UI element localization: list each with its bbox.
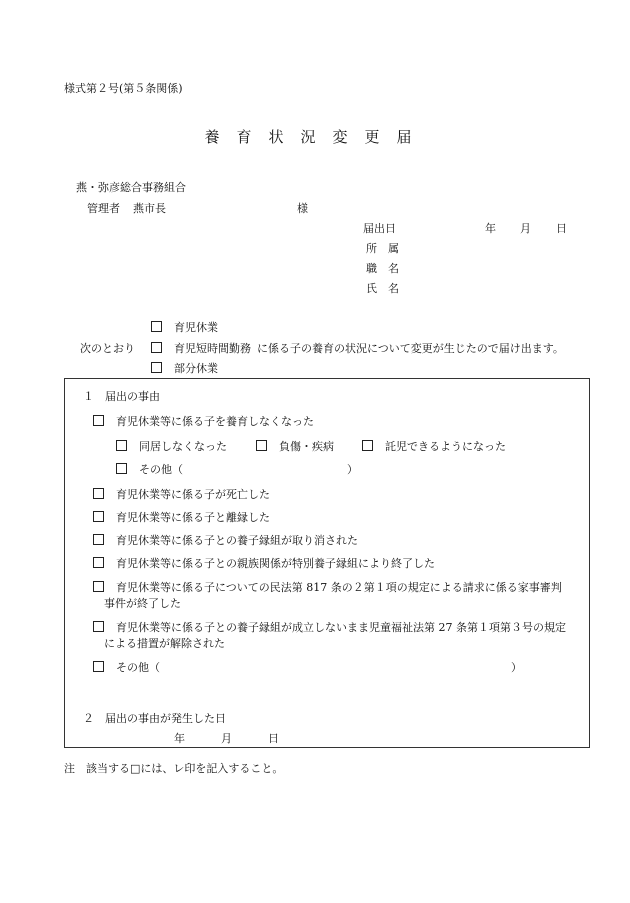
leave-option-label: 部分休業 (174, 362, 218, 375)
checkbox[interactable] (151, 342, 162, 353)
reason-label: 同居しなくなった (139, 440, 227, 453)
reason-label: 育児休業等に係る子との養子縁組が取り消された (116, 534, 358, 547)
reason-item-long (93, 621, 566, 635)
date-day: 日 (556, 222, 567, 235)
title-char: 変 (332, 128, 348, 146)
title-char: 状 (268, 128, 284, 146)
checkbox[interactable] (93, 557, 104, 568)
checkbox[interactable] (93, 488, 104, 499)
date-year: 年 (485, 222, 496, 235)
reason-label: 育児休業等に係る子と離縁した (116, 511, 270, 524)
checkbox[interactable] (151, 362, 162, 373)
reason-label: 育児休業等に係る子についての民法第 817 条の２第１項の規定による請求に係る家事審判 (116, 581, 562, 594)
reason-item-long (93, 581, 562, 595)
addressee-org: 燕・弥彦総合事務組合 (76, 181, 186, 194)
reason-item (93, 511, 270, 525)
checkbox[interactable] (116, 463, 127, 474)
checkbox[interactable] (362, 440, 373, 451)
sub-reason-injury (256, 440, 334, 454)
checkbox[interactable] (93, 581, 104, 592)
date-label: 届出日 (363, 222, 396, 235)
title-char: 育 (236, 128, 252, 146)
title-char: 更 (364, 128, 380, 146)
reason-other (93, 661, 160, 675)
leave-option-childcare (151, 321, 218, 335)
reason-other-close: ） (511, 661, 522, 674)
event-day: 日 (268, 732, 279, 745)
reason-label: その他（ (139, 463, 183, 476)
footnote: 注 該当する□には、レ印を記入すること。 (64, 762, 284, 775)
title-char: 養 (204, 128, 220, 146)
checkbox[interactable] (93, 534, 104, 545)
checkbox[interactable] (93, 621, 104, 632)
reason-item (93, 488, 270, 502)
section1-heading: １ 届出の事由 (83, 390, 160, 403)
checkbox[interactable] (151, 321, 162, 332)
title-char: 届 (396, 128, 412, 146)
sub-reason-other (116, 463, 183, 477)
event-month: 月 (221, 732, 232, 745)
reason-label: 育児休業等に係る子を養育しなくなった (116, 415, 314, 428)
reason-item (93, 534, 358, 548)
reason-label: 育児休業等に係る子が死亡した (116, 488, 270, 501)
checkbox[interactable] (256, 440, 267, 451)
sub-reason-no-cohabit (116, 440, 227, 454)
date-month: 月 (520, 222, 531, 235)
honorific: 様 (297, 202, 308, 215)
reason-label: その他（ (116, 661, 160, 674)
reason-not-raising (93, 415, 314, 429)
intro-suffix: に係る子の養育の状況について変更が生じたので届け出ます。 (257, 342, 564, 355)
leave-option-partial (151, 362, 218, 376)
reason-label: 負傷・疾病 (279, 440, 334, 453)
leave-option-label: 育児短時間勤務 (174, 342, 251, 355)
form-number: 様式第２号(第５条関係) (64, 82, 183, 95)
reason-label: 託児できるようになった (385, 440, 506, 453)
position-label: 職 名 (366, 262, 399, 275)
section2-heading: ２ 届出の事由が発生した日 (83, 712, 226, 725)
reason-label: 育児休業等に係る子との親族関係が特別養子縁組により終了した (116, 557, 435, 570)
leave-option-label: 育児休業 (174, 321, 218, 334)
reason-label-cont: による措置が解除された (104, 637, 225, 650)
checkbox[interactable] (116, 440, 127, 451)
page-title (196, 130, 420, 144)
checkbox[interactable] (93, 661, 104, 672)
checkbox[interactable] (93, 511, 104, 522)
manager-label: 管理者 (87, 202, 120, 215)
leave-option-short-hours (151, 342, 564, 356)
affiliation-label: 所 属 (366, 242, 399, 255)
reason-label: 育児休業等に係る子との養子縁組が成立しないまま児童福祉法第 27 条第１項第３号の規定 (116, 621, 566, 634)
sub-reason-other-close: ） (347, 463, 358, 476)
title-char: 況 (300, 128, 316, 146)
reason-label-cont: 事件が終了した (104, 597, 181, 610)
event-year: 年 (174, 732, 185, 745)
sub-reason-daycare (362, 440, 506, 454)
intro-prefix: 次のとおり (80, 342, 135, 355)
name-label: 氏 名 (366, 282, 399, 295)
checkbox[interactable] (93, 415, 104, 426)
manager-name: 燕市長 (133, 202, 166, 215)
reason-item (93, 557, 435, 571)
